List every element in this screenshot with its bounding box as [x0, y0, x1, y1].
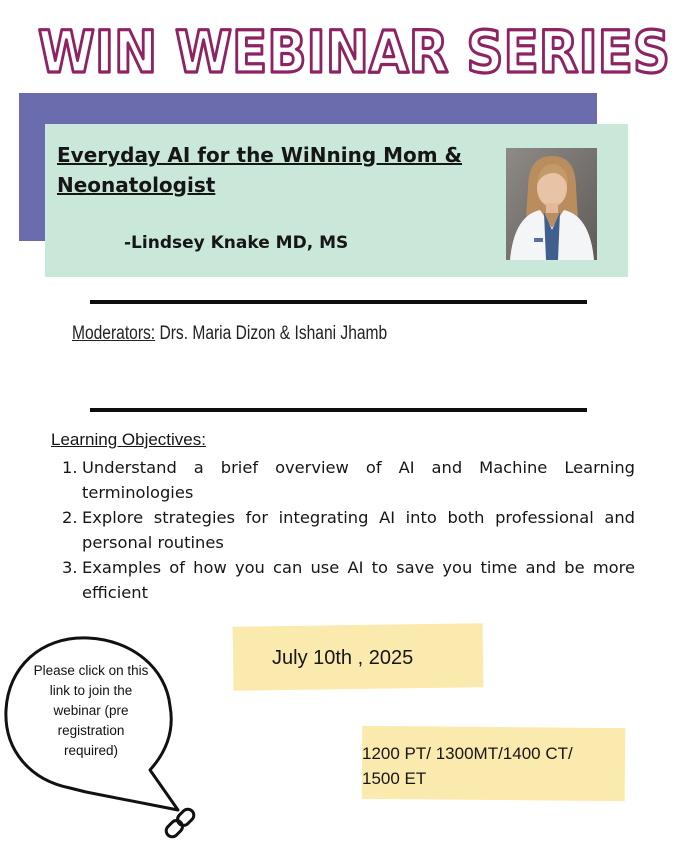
- callout-line: required): [63, 743, 119, 758]
- chain-link-icon[interactable]: [164, 807, 197, 840]
- moderators-label: Moderators:: [72, 323, 156, 344]
- divider-bottom: [90, 408, 587, 412]
- callout-line: webinar (pre: [53, 703, 129, 718]
- banner-title: WIN WEBINAR SERIES: [38, 18, 670, 86]
- callout-line: registration: [57, 723, 125, 738]
- list-item-text: Explore strategies for integrating AI into both professional and personal routines: [82, 508, 635, 552]
- event-time-line2: 1500 ET: [362, 769, 427, 788]
- speaker-name: -Lindsey Knake MD, MS: [124, 233, 349, 253]
- event-time: [362, 741, 624, 791]
- list-item: [62, 455, 635, 505]
- list-item-number: 3.: [62, 558, 78, 577]
- learning-objectives-title: Learning Objectives:: [51, 430, 206, 449]
- list-item-text: Examples of how you can use AI to save you time and be more efficient: [82, 558, 635, 602]
- webinar-series-banner: [36, 6, 676, 86]
- list-item-number: 1.: [62, 458, 78, 477]
- moderators-line: [72, 323, 387, 345]
- event-time-line1: 1200 PT/ 1300MT/1400 CT/: [362, 744, 573, 763]
- list-item-number: 2.: [62, 508, 78, 527]
- divider-top: [90, 300, 587, 304]
- speaker-photo: [506, 148, 597, 260]
- event-date: July 10th , 2025: [272, 647, 414, 669]
- callout-line: Please click on this: [33, 663, 149, 678]
- list-item-text: Understand a brief overview of AI and Machine Learning terminologies: [82, 458, 635, 502]
- list-item: [62, 555, 635, 605]
- join-link-callout[interactable]: [20, 661, 162, 761]
- list-item: [62, 505, 635, 555]
- objectives-list: [62, 455, 635, 605]
- callout-line: link to join the: [49, 683, 133, 698]
- talk-title: Everyday AI for the WiNning Mom & Neonatologist: [57, 143, 462, 197]
- moderators-names: Drs. Maria Dizon & Ishani Jhamb: [159, 323, 388, 344]
